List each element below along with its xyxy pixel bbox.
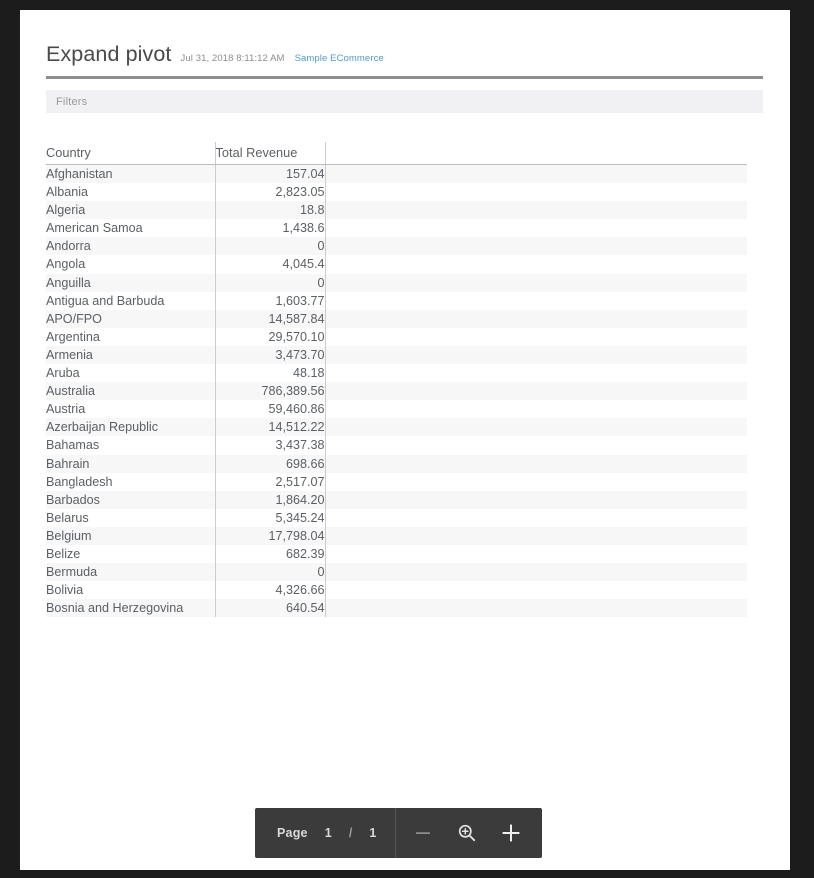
cell-total-revenue: 1,864.20 — [215, 491, 325, 509]
magnifier-plus-icon — [456, 822, 478, 844]
cell-country: Andorra — [46, 237, 215, 255]
cell-country: Bosnia and Herzegovina — [46, 599, 215, 617]
table-row[interactable] — [46, 382, 747, 400]
cell-total-revenue: 0 — [215, 274, 325, 292]
cell-total-revenue: 157.04 — [215, 165, 325, 184]
cell-total-revenue: 640.54 — [215, 599, 325, 617]
table-row[interactable] — [46, 455, 747, 473]
cell-blank — [325, 563, 747, 581]
table-row[interactable] — [46, 364, 747, 382]
cell-total-revenue: 2,517.07 — [215, 473, 325, 491]
cell-blank — [325, 292, 747, 310]
cell-blank — [325, 509, 747, 527]
table-row[interactable] — [46, 237, 747, 255]
report-header — [46, 42, 763, 79]
table-row[interactable] — [46, 581, 747, 599]
cell-blank — [325, 599, 747, 617]
cell-blank — [325, 237, 747, 255]
cell-blank — [325, 581, 747, 599]
cell-country: Angola — [46, 255, 215, 273]
cell-total-revenue: 0 — [215, 563, 325, 581]
cell-total-revenue: 698.66 — [215, 455, 325, 473]
table-row[interactable] — [46, 599, 747, 617]
cell-country: Belarus — [46, 509, 215, 527]
cell-country: Australia — [46, 382, 215, 400]
cell-blank — [325, 201, 747, 219]
table-row[interactable] — [46, 346, 747, 364]
cell-total-revenue: 17,798.04 — [215, 527, 325, 545]
cell-country: Barbados — [46, 491, 215, 509]
pivot-table-container — [46, 142, 786, 617]
cell-total-revenue: 786,389.56 — [215, 382, 325, 400]
table-row[interactable] — [46, 328, 747, 346]
cell-country: Armenia — [46, 346, 215, 364]
cell-country: Belize — [46, 545, 215, 563]
cell-country: Afghanistan — [46, 165, 215, 184]
cell-blank — [325, 364, 747, 382]
table-row[interactable] — [46, 436, 747, 454]
cell-country: Albania — [46, 183, 215, 201]
table-row[interactable] — [46, 563, 747, 581]
cell-total-revenue: 0 — [215, 237, 325, 255]
cell-total-revenue: 29,570.10 — [215, 328, 325, 346]
cell-blank — [325, 491, 747, 509]
plus-icon — [499, 821, 523, 845]
page-label: Page — [277, 826, 308, 840]
report-timestamp: Jul 31, 2018 8:11:12 AM — [180, 53, 285, 64]
cell-total-revenue: 3,437.38 — [215, 436, 325, 454]
page-toolbar — [255, 808, 542, 858]
cell-blank — [325, 473, 747, 491]
column-header-total-revenue[interactable]: Total Revenue — [215, 142, 325, 165]
cell-blank — [325, 255, 747, 273]
table-row[interactable] — [46, 310, 747, 328]
cell-total-revenue: 1,438.6 — [215, 219, 325, 237]
table-row[interactable] — [46, 165, 747, 184]
report-panel — [20, 10, 790, 870]
cell-blank — [325, 328, 747, 346]
zoom-in-button[interactable] — [498, 820, 524, 846]
cell-country: American Samoa — [46, 219, 215, 237]
cell-country: Austria — [46, 400, 215, 418]
datasource-link[interactable]: Sample ECommerce — [294, 53, 384, 64]
minus-icon — [412, 822, 434, 844]
filters-label: Filters — [56, 95, 88, 108]
cell-blank — [325, 455, 747, 473]
cell-blank — [325, 527, 747, 545]
table-row[interactable] — [46, 201, 747, 219]
zoom-out-button[interactable] — [410, 820, 436, 846]
cell-country: Bahamas — [46, 436, 215, 454]
cell-country: Azerbaijan Republic — [46, 418, 215, 436]
table-header — [46, 142, 747, 165]
table-body — [46, 165, 747, 618]
table-row[interactable] — [46, 255, 747, 273]
page-separator: / — [348, 826, 353, 840]
cell-total-revenue: 59,460.86 — [215, 400, 325, 418]
cell-blank — [325, 545, 747, 563]
cell-blank — [325, 219, 747, 237]
filters-bar[interactable] — [46, 90, 763, 113]
page-title: Expand pivot — [46, 42, 172, 66]
cell-total-revenue: 1,603.77 — [215, 292, 325, 310]
column-header-country[interactable]: Country — [46, 142, 215, 165]
table-row[interactable] — [46, 509, 747, 527]
table-header-row — [46, 142, 747, 165]
cell-country: Argentina — [46, 328, 215, 346]
table-row[interactable] — [46, 545, 747, 563]
table-row[interactable] — [46, 292, 747, 310]
pivot-table — [46, 142, 747, 617]
column-header-blank — [325, 142, 747, 165]
table-row[interactable] — [46, 491, 747, 509]
pager-group — [255, 808, 396, 858]
cell-blank — [325, 436, 747, 454]
cell-blank — [325, 418, 747, 436]
cell-total-revenue: 2,823.05 — [215, 183, 325, 201]
zoom-group — [396, 808, 542, 858]
table-row[interactable] — [46, 527, 747, 545]
cell-blank — [325, 382, 747, 400]
header-divider — [46, 76, 763, 79]
total-pages-value: 1 — [369, 826, 377, 840]
cell-total-revenue: 682.39 — [215, 545, 325, 563]
cell-total-revenue: 4,326.66 — [215, 581, 325, 599]
cell-country: APO/FPO — [46, 310, 215, 328]
table-row[interactable] — [46, 183, 747, 201]
cell-country: Aruba — [46, 364, 215, 382]
cell-blank — [325, 274, 747, 292]
cell-total-revenue: 3,473.70 — [215, 346, 325, 364]
cell-country: Anguilla — [46, 274, 215, 292]
cell-country: Belgium — [46, 527, 215, 545]
table-row[interactable] — [46, 219, 747, 237]
zoom-reset-button[interactable] — [454, 820, 480, 846]
table-row[interactable] — [46, 400, 747, 418]
cell-blank — [325, 346, 747, 364]
cell-blank — [325, 165, 747, 184]
cell-country: Antigua and Barbuda — [46, 292, 215, 310]
table-row[interactable] — [46, 274, 747, 292]
cell-country: Bangladesh — [46, 473, 215, 491]
cell-total-revenue: 4,045.4 — [215, 255, 325, 273]
current-page-value[interactable]: 1 — [324, 826, 332, 840]
table-row[interactable] — [46, 418, 747, 436]
cell-blank — [325, 310, 747, 328]
cell-total-revenue: 48.18 — [215, 364, 325, 382]
cell-country: Bolivia — [46, 581, 215, 599]
table-row[interactable] — [46, 473, 747, 491]
cell-country: Bermuda — [46, 563, 215, 581]
cell-blank — [325, 400, 747, 418]
cell-total-revenue: 5,345.24 — [215, 509, 325, 527]
report-title-line — [46, 42, 763, 67]
cell-country: Algeria — [46, 201, 215, 219]
cell-total-revenue: 14,587.84 — [215, 310, 325, 328]
cell-total-revenue: 14,512.22 — [215, 418, 325, 436]
cell-total-revenue: 18.8 — [215, 201, 325, 219]
cell-blank — [325, 183, 747, 201]
cell-country: Bahrain — [46, 455, 215, 473]
